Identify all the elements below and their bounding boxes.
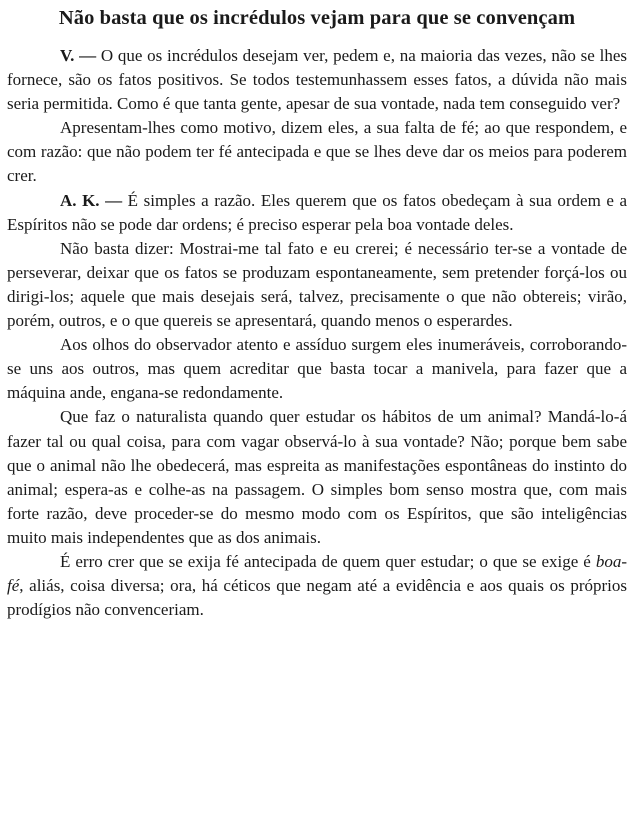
paragraph-text: Aos olhos do observador atento e assíduo surgem eles inumeráveis, corroborando-se uns aos outros, mas quem acreditar que basta tocar a manivela, para fazer que a máquina ande, engana-se redondamente. <box>7 335 627 403</box>
paragraph-7 <box>7 550 627 622</box>
paragraph-5 <box>7 333 627 405</box>
document-page <box>7 4 627 622</box>
emphasis-text: boa-fé <box>7 551 627 596</box>
paragraph-text: É simples a razão. Eles querem que os fatos obedeçam à sua ordem e a Espíritos não se pode dar ordens; é preciso esperar pela boa vontade deles. <box>7 190 627 234</box>
paragraph-2 <box>7 116 627 188</box>
paragraph-text: O que os incrédulos desejam ver, pedem e, na maioria das vezes, não se lhes fornece, são os fatos positivos. Se todos testemunhassem esses fatos, a dúvida não mais seria permitida. Como é que tanta gente, apesar de sua vontade, nada tem conseguido ver? <box>7 46 627 114</box>
paragraph-text: Que faz o naturalista quando quer estudar os hábitos de um animal? Mandá-lo-á fazer tal ou qual coisa, para com vagar observá-lo à sua vontade? Não; porque bem sabe que o animal não lhe obedecerá, mas espreita as manifestações espontâneas do instinto do animal; espera-as e colhe-as na passagem. O simples bom senso mostra que, com mais forte razão, deve proceder-se do mesmo modo com os Espíritos, que são inteligências muito mais independentes que as dos animais. <box>7 407 627 547</box>
speaker-label: V. — <box>60 46 97 65</box>
paragraph-3 <box>7 189 627 237</box>
paragraph-4 <box>7 237 627 333</box>
body-text <box>7 44 627 622</box>
paragraph-6 <box>7 405 627 550</box>
section-title: Não basta que os incrédulos vejam para que se convençam <box>58 7 576 29</box>
paragraph-1 <box>7 44 627 116</box>
paragraph-text: , aliás, coisa diversa; ora, há céticos que negam até a evidência e aos quais os próprios prodígios não convenceriam. <box>7 576 627 620</box>
paragraph-text: Apresentam-lhes como motivo, dizem eles, a sua falta de fé; ao que respondem, e com razão: que não podem ter fé antecipada e que se lhes deve dar os meios para poderem crer. <box>7 118 627 186</box>
paragraph-text: É erro crer que se exija fé antecipada de quem quer estudar; o que se exige é <box>60 551 596 571</box>
paragraph-text: Não basta dizer: Mostrai-me tal fato e eu crerei; é necessário ter-se a vontade de perseverar, deixar que os fatos se produzam espontaneamente, sem pretender forçá-los ou dirigi-los; aquele que mais desejais será, talvez, precisamente o que não obtereis; virão, porém, outros, e o que quereis se apresentará, quando menos o esperardes. <box>7 238 627 331</box>
speaker-label: A. K. — <box>60 190 123 210</box>
